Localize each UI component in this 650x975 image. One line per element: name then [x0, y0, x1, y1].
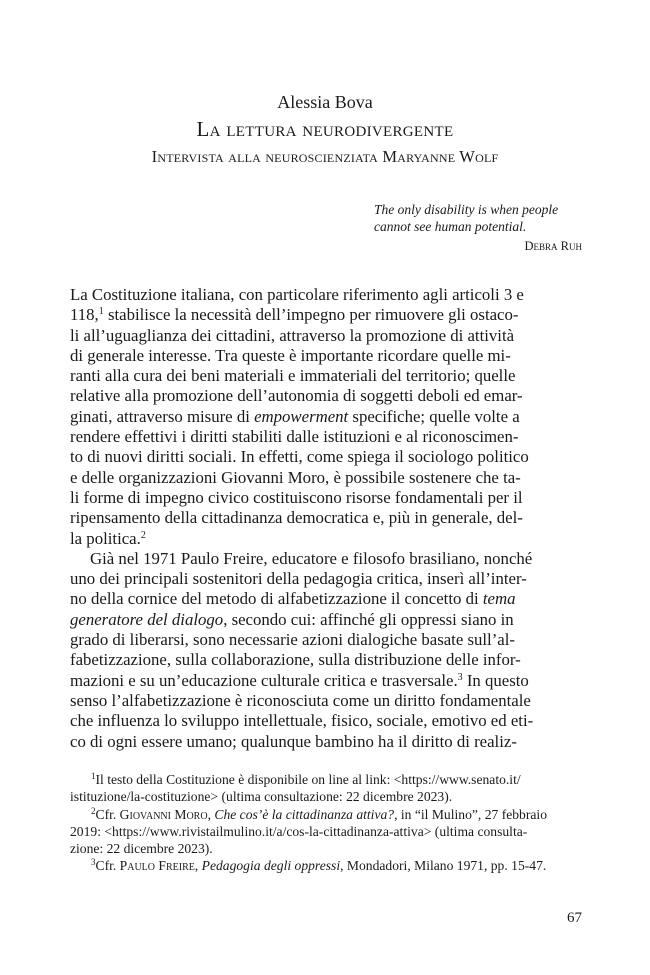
footnote-1-cont: istituzione/la-costituzione> (ultima consultazione: 22 dicembre 2023). — [70, 789, 453, 805]
body-line: generatore del dialogo, secondo cui: affinché gli oppressi siano in — [70, 609, 514, 629]
body-line: no della cornice del metodo di alfabetizzazione il concetto di tema — [70, 589, 516, 609]
body-line: senso l’alfabetizzazione è riconosciuta come un diritto fondamentale — [70, 690, 531, 710]
body-line: che influenza lo sviluppo intellettuale, fisico, sociale, emotivo ed eti- — [70, 711, 534, 731]
body-line: ranti alla cura dei beni materiali e immateriali del territorio; quelle — [70, 366, 516, 386]
body-line: ripensamento della cittadinanza democratica e, più in generale, del- — [70, 508, 523, 528]
body-line: rendere effettivi i diritti stabiliti dalle istituzioni e al riconoscimen- — [70, 427, 519, 447]
footnote-2-cont: zione: 22 dicembre 2023). — [70, 841, 213, 857]
body-line: to di nuovi diritti sociali. In effetti, come spiega il sociologo politico — [70, 447, 529, 467]
footnote-ref[interactable]: 3 — [457, 671, 463, 683]
epigraph-line: The only disability is when people — [374, 202, 559, 217]
footnote-1: $^1$Il testo della Costituzione è disponibile on line al link: <https://www.senato.it/ — [91, 771, 521, 787]
epigraph-attribution: Debra Ruh — [524, 239, 582, 253]
chapter-author: Alessia Bova — [277, 92, 373, 112]
body-line: La Costituzione italiana, con particolare riferimento agli articoli 3 e — [70, 285, 524, 304]
body-line: di generale interesse. Tra queste è importante ricordare quelle mi- — [70, 345, 511, 365]
epigraph-line: cannot see human potential. — [374, 219, 527, 234]
body-line: Già nel 1971 Paulo Freire, educatore e filosofo brasiliano, nonché — [90, 548, 533, 568]
page-number: 67 — [567, 910, 582, 926]
body-line: la politica.$^2$ — [70, 528, 146, 548]
body-line: ginati, attraverso misure di empowerment specifiche; quelle volte a — [70, 406, 520, 426]
footnote-ref[interactable]: 2 — [140, 529, 146, 541]
footnote-3: $^3$Cfr. Paulo Freire, Pedagogia degli oppressi, Mondadori, Milano 1971, pp. 15-47. — [91, 857, 547, 874]
body-line: grado di liberarsi, sono necessarie azioni dialogiche basate sull’al- — [70, 630, 516, 650]
footnote-2: $^2$Cfr. Giovanni Moro, Che cos’è la cittadinanza attiva?, in “il Mulino”, 27 febbraio — [91, 805, 547, 822]
chapter-title: La lettura neurodivergente — [196, 117, 454, 141]
body-line: fabetizzazione, sulla collaborazione, sulla distribuzione delle infor- — [70, 650, 521, 670]
footnotes — [70, 771, 582, 875]
body-text — [70, 285, 582, 752]
body-line: e delle organizzazioni Giovanni Moro, è possibile sostenere che ta- — [70, 467, 521, 487]
footnote-ref[interactable]: 1 — [98, 306, 104, 318]
body-line: mazioni e su un’educazione culturale critica e trasversale.$^3$ In questo — [70, 670, 529, 690]
footnote-2-cont: 2019: <https://www.rivistailmulino.it/a/cos-la-cittadinanza-attiva> (ultima consulta- — [70, 823, 528, 839]
body-line: relative alla promozione dell’autonomia di soggetti deboli ed emar- — [70, 386, 523, 406]
body-line: uno dei principali sostenitori della pedagogia critica, inserì all’inter- — [70, 569, 527, 589]
body-line: co di ogni essere umano; qualunque bambino ha il diritto di realiz- — [70, 731, 517, 751]
body-line: li forme di impegno civico costituiscono risorse fondamentali per il — [70, 487, 523, 507]
body-line: 118,$^1$ stabilisce la necessità dell’impegno per rimuovere gli ostaco- — [70, 305, 519, 325]
chapter-subtitle: Intervista alla neuroscienziata Maryanne Wolf — [151, 147, 499, 166]
body-line: li all’uguaglianza dei cittadini, attraverso la promozione di attività — [70, 325, 515, 345]
epigraph-quote — [374, 201, 584, 235]
